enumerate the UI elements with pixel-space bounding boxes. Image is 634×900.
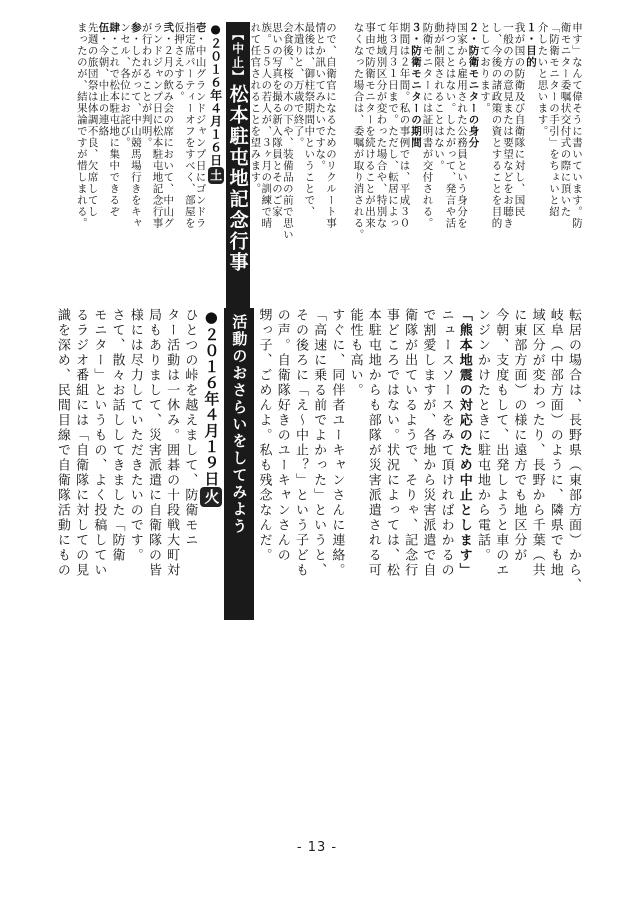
text-column: 木遣りと、万歳で終了。: [292, 22, 305, 149]
page-number: - 13 -: [296, 840, 338, 855]
text-column: に東部方面）の様に遠方でも地区分が: [511, 308, 527, 563]
activity-review-heading: 活動のおさらいをしてみよう: [224, 308, 254, 620]
text-column: 仮押さえする。: [173, 22, 186, 103]
text-column: 思いの写真を撮る新入隊員とそのご家: [271, 22, 284, 218]
text-column: 能性も高い。: [347, 308, 363, 398]
text-column: し、今後の諸政策の資とすることを目的: [490, 22, 503, 229]
text-column: すぐに、同伴者ユーキャンさんに連絡。: [329, 308, 345, 578]
text-column: ランドジャンプ日に松本駐屯地記念行事: [151, 22, 164, 229]
text-column: 一般の方の意見または要望などをお聴き: [502, 22, 514, 229]
item-text: ・２月の飲み会の席において、中山グ: [162, 33, 175, 229]
text-column: 持つことはない。したがって、発言や活: [444, 22, 457, 229]
text-column: 会食後、桜の木の下や、装備品の前で思い: [281, 22, 294, 241]
text-column: としております。: [479, 22, 491, 114]
event-title: 松本駐屯地記念行事: [226, 84, 249, 273]
text-column: 衛隊が出ているようで、そりゃ、記念行: [402, 308, 418, 578]
section-heading-status: ２・防衛モニターの身分: [467, 22, 480, 149]
event-weekday-badge: 土: [208, 169, 223, 182]
text-column: モニター」というもの、よく投稿してい: [91, 308, 107, 578]
text-column: 指定席パーティーオフをすべく、部屋を: [183, 22, 196, 229]
text-column: 「高速に乗る前でよかった」というと、: [311, 308, 327, 578]
item-number: 弐: [162, 22, 175, 34]
text-column: 識を深め、民間目線で自衛隊活動にもの: [54, 308, 70, 578]
list-item: [162, 22, 173, 318]
text-column: その後ろに「え〜中止？」という子ども: [292, 308, 308, 578]
item-text: ・これで松本駐屯地に集中できるぞ: [108, 33, 121, 218]
item-text: ・中山グランドジャンプ日にゴンドラ: [194, 33, 207, 229]
text-column: 先週の旅団祭は体調不良、欠席してし: [86, 22, 99, 218]
item-number: 参: [129, 22, 142, 34]
text-column: 期間は２年間。私の事例では、平成３０: [398, 22, 411, 229]
list-item: [108, 22, 119, 318]
item-number: 伍: [97, 22, 110, 34]
text-column: ンセル、各位にお詫び。: [119, 22, 132, 149]
text-column: ター活動は一休み。囲碁の十段戦大町対: [164, 308, 180, 578]
text-column: 局もありまして、災害派遣に自衛隊の皆: [145, 308, 161, 578]
text-column: 転居の場合は、長野県（東部方面）から、: [566, 308, 581, 593]
text-column: 国家から雇用された公務員という身分を: [456, 22, 468, 229]
text-column: 動が制限されることはない。: [433, 22, 445, 172]
review-date-bullet-icon: ●: [202, 308, 221, 327]
list-item: [98, 22, 109, 318]
text-column: 事どころではない。状況によっては、松: [383, 308, 399, 578]
review-weekday-badge: 火: [202, 489, 221, 505]
text-column: れて任官されることを望みます。: [249, 22, 262, 195]
cancelled-event-heading: [226, 22, 250, 316]
text-column: さて、散々お話ししてきました「防衛: [109, 308, 125, 563]
event-date: [208, 22, 224, 316]
text-column: 最後は、御柱祭期間中ということで、: [303, 22, 316, 218]
upper-left-block: [66, 22, 336, 318]
text-column: 「防衛モニターの手引」をちょいと紹: [548, 22, 560, 218]
text-column: 我が国の防衛及び自衛隊に対し、国民: [513, 22, 526, 218]
text-column: 介したいと思います。: [536, 22, 549, 137]
text-column: 甥っ子、ごめんよ。私も残念なんだ。: [256, 308, 272, 563]
event-date-text: ●２０１６年４月１６日: [208, 22, 223, 167]
cancelled-tag: 【中止】: [230, 28, 245, 84]
review-date: [200, 308, 222, 620]
item-number: 肆: [108, 22, 121, 34]
list-item: [130, 22, 141, 318]
cancellation-notice: 「熊本地震の対応のため中止とします」: [456, 308, 472, 578]
text-column: 情とか訊いてみたいですな。: [314, 22, 327, 172]
list-item: [195, 22, 206, 318]
text-column: 防衛モニターには証明書が交付される。: [421, 22, 434, 229]
text-column: 岐阜（中部方面）のように、隣県でも地: [547, 308, 563, 578]
text-column: の声。自衛隊好きのユーキャンさんの: [274, 308, 290, 563]
text-column: 今朝、支度もして、出発しようと車のエ: [493, 308, 509, 578]
lower-text-band: [54, 308, 582, 622]
text-column: 事由で防衛モニターを続けることが出来: [364, 22, 376, 229]
text-column: ひとつの峠を越えまして、防衛モニ: [182, 308, 198, 548]
text-column: るラジオ番組には「自衛隊に対しての見: [73, 308, 89, 578]
text-column: ので、自衛官になるためのリクルート事: [325, 22, 337, 229]
text-column: ニュースソースをみて頂ければわかるの: [438, 308, 454, 578]
section-heading-purpose: １・目的: [525, 22, 537, 68]
text-column: で割愛しますが、各地から災害派遣で自: [420, 308, 436, 578]
item-number: 壱: [194, 22, 207, 34]
text-column: ンジンかけたときに駐屯地から電話。: [474, 308, 490, 563]
text-column: 域区分が変わったり、長野から千葉（共: [529, 308, 545, 578]
text-column: 申す」なんて偉そうに書いています。防: [571, 22, 583, 229]
text-column: 族。５５人の若人が、３ヶ月の訓練で晴: [260, 22, 273, 229]
text-column: なくなった場合は、委嘱が取り消される。: [352, 22, 365, 241]
text-column: 衛モニター委嘱状交付式の際に頂いた: [559, 22, 572, 218]
review-date-text: ２０１６年４月１９日: [202, 327, 221, 487]
text-column: 年３月３１日まで。ただし、転居によっ: [387, 22, 399, 229]
section-heading-period: ３・防衛モニターの期間: [410, 22, 422, 149]
text-column: て地域別区分が変わった場合や、特別な: [375, 22, 388, 229]
text-column: まったのが、結果論ですが惜しまれる。: [75, 22, 88, 229]
text-column: 様には尽力していただきたいのです。: [127, 308, 143, 563]
item-text: ・今朝、中止の連絡: [97, 33, 110, 137]
item-text: ・したがって、中山競馬場行きをキャ: [129, 33, 142, 229]
text-column: 本駐屯地からも部隊が災害派遣される可: [365, 308, 381, 578]
text-column: が行われることが判明。: [140, 22, 153, 149]
